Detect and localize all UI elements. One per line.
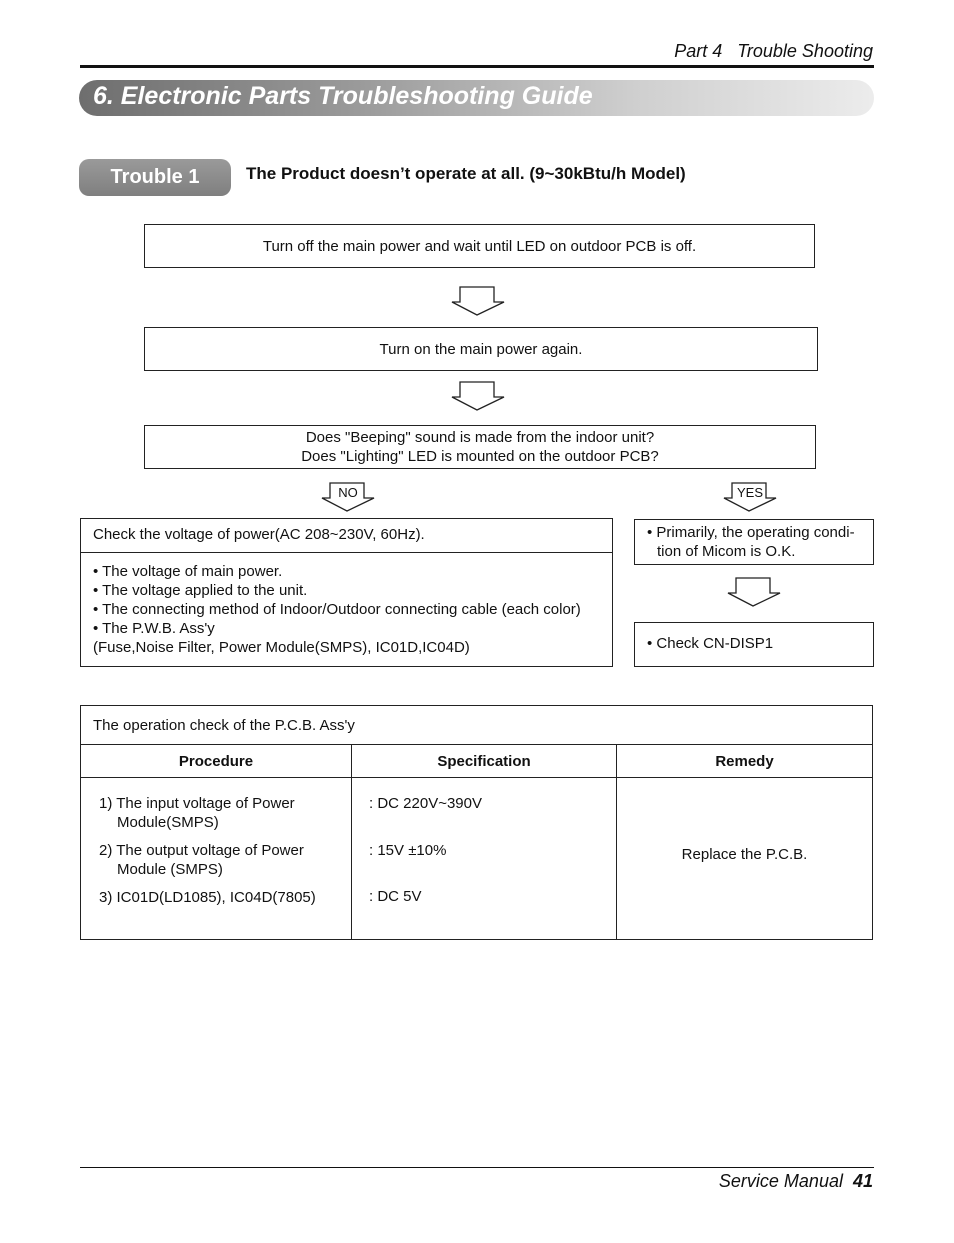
no-branch-item: • The P.W.B. Ass'y [93,620,215,637]
flow-step-power-on [144,327,818,371]
procedure-3: 3) IC01D(LD1085), IC04D(7805) [99,889,316,906]
yes-label: YES [736,485,763,500]
no-label: NO [338,485,358,500]
flow-step-power-on-text: Turn on the main power again. [379,340,583,358]
table-caption-row [81,706,873,745]
footer-divider [80,1167,874,1168]
trouble-title: The Product doesn’t operate at all. (9~30kBtu/h Model) [246,164,686,183]
remedy-cell: Replace the P.C.B. [617,778,873,940]
footer-label: Service Manual [718,1171,843,1191]
check-cn-disp1-box [634,622,874,667]
no-branch-item: (Fuse,Noise Filter, Power Module(SMPS), IC01D,IC04D) [93,639,470,656]
page-number: 41 [852,1171,873,1191]
no-branch-item: • The connecting method of Indoor/Outdoor connecting cable (each color) [93,601,581,618]
header-divider [80,65,874,68]
procedure-cell [81,778,352,940]
column-header-remedy: Remedy [617,745,873,778]
flow-question-line1: Does "Beeping" sound is made from the indoor unit? [305,429,655,446]
column-header-procedure: Procedure [81,745,352,778]
yes-branch-line1: • Primarily, the operating condi- [647,524,855,541]
page-title: 6. Electronic Parts Troubleshooting Guide [93,82,593,110]
spec-2: : 15V ±10% [369,842,447,859]
spec-3: : DC 5V [369,888,422,905]
table-header-row [81,745,873,778]
flow-question-line2: Does "Lighting" LED is mounted on the outdoor PCB? [301,448,659,465]
down-arrow-icon [726,577,782,607]
down-arrow-icon [450,286,506,316]
flow-step-power-off-text: Turn off the main power and wait until LED on outdoor PCB is off. [262,237,697,255]
header-section: Trouble Shooting [737,41,873,61]
column-header-specification: Specification [352,745,617,778]
footer [719,1171,873,1192]
flow-question [144,425,816,469]
yes-branch-line2: tion of Micom is O.K. [657,543,796,560]
procedure-1-line1: 1) The input voltage of Power [99,795,295,812]
spec-1: : DC 220V~390V [369,795,482,812]
procedure-1-line2: Module(SMPS) [117,814,219,831]
yes-branch-arrow [722,482,778,512]
table-row [81,778,873,940]
flow-step-power-off [144,224,815,268]
down-arrow-icon [450,381,506,411]
header-section-label [674,41,873,62]
header-part: Part 4 [674,41,723,61]
no-branch-list [81,553,612,657]
no-branch-header: Check the voltage of power(AC 208~230V, 60Hz). [81,519,612,553]
table-caption: The operation check of the P.C.B. Ass'y [81,706,873,745]
no-branch-box [80,518,613,667]
pcb-check-table [80,705,873,940]
no-branch-arrow [320,482,376,512]
procedure-2-line1: 2) The output voltage of Power [99,842,304,859]
check-cn-disp1-text: • Check CN-DISP1 [647,635,774,652]
no-branch-item: • The voltage of main power. [93,563,283,580]
yes-branch-box [634,519,874,565]
procedure-2-line2: Module (SMPS) [117,861,223,878]
specification-cell [352,778,617,940]
no-branch-item: • The voltage applied to the unit. [93,582,308,599]
trouble-badge: Trouble 1 [79,159,231,196]
